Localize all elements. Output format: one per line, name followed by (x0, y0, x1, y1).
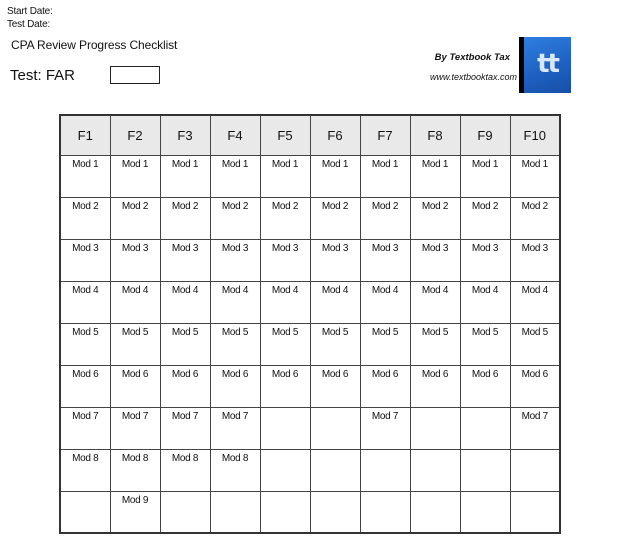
module-cell[interactable]: Mod 6 (60, 365, 110, 407)
module-cell[interactable]: Mod 3 (410, 239, 460, 281)
empty-cell[interactable] (260, 491, 310, 533)
module-cell[interactable]: Mod 3 (110, 239, 160, 281)
module-cell[interactable]: Mod 3 (60, 239, 110, 281)
empty-cell[interactable] (310, 407, 360, 449)
module-cell[interactable]: Mod 2 (160, 197, 210, 239)
table-row (60, 407, 560, 449)
module-cell[interactable]: Mod 1 (510, 155, 560, 197)
empty-cell[interactable] (260, 407, 310, 449)
module-cell[interactable]: Mod 1 (160, 155, 210, 197)
module-cell[interactable]: Mod 2 (260, 197, 310, 239)
module-cell[interactable]: Mod 3 (260, 239, 310, 281)
module-cell[interactable]: Mod 5 (360, 323, 410, 365)
column-header-f6: F6 (310, 115, 360, 155)
empty-cell[interactable] (360, 491, 410, 533)
module-cell[interactable]: Mod 5 (510, 323, 560, 365)
module-cell[interactable]: Mod 1 (260, 155, 310, 197)
empty-cell[interactable] (210, 491, 260, 533)
column-header-f9: F9 (460, 115, 510, 155)
module-cell[interactable]: Mod 3 (510, 239, 560, 281)
empty-cell[interactable] (260, 449, 310, 491)
table-row (60, 281, 560, 323)
empty-cell[interactable] (410, 449, 460, 491)
module-cell[interactable]: Mod 5 (60, 323, 110, 365)
empty-cell[interactable] (460, 491, 510, 533)
empty-cell[interactable] (460, 449, 510, 491)
module-cell[interactable]: Mod 1 (60, 155, 110, 197)
module-cell[interactable]: Mod 9 (110, 491, 160, 533)
empty-cell[interactable] (310, 491, 360, 533)
logo-text: tt (537, 49, 558, 79)
module-cell[interactable]: Mod 8 (110, 449, 160, 491)
module-cell[interactable]: Mod 2 (310, 197, 360, 239)
module-cell[interactable]: Mod 4 (310, 281, 360, 323)
table-row (60, 197, 560, 239)
module-cell[interactable]: Mod 6 (360, 365, 410, 407)
module-cell[interactable]: Mod 6 (110, 365, 160, 407)
module-cell[interactable]: Mod 2 (460, 197, 510, 239)
progress-checklist-table (59, 114, 561, 534)
empty-cell[interactable] (510, 491, 560, 533)
module-cell[interactable]: Mod 3 (160, 239, 210, 281)
module-cell[interactable]: Mod 2 (60, 197, 110, 239)
module-cell[interactable]: Mod 5 (410, 323, 460, 365)
test-date-label: Test Date: (7, 19, 51, 30)
module-cell[interactable]: Mod 4 (160, 281, 210, 323)
test-label: Test: FAR (10, 67, 76, 84)
test-name-box[interactable] (110, 66, 160, 84)
module-cell[interactable]: Mod 7 (160, 407, 210, 449)
module-cell[interactable]: Mod 2 (110, 197, 160, 239)
module-cell[interactable]: Mod 4 (60, 281, 110, 323)
module-cell[interactable]: Mod 4 (410, 281, 460, 323)
start-date-label: Start Date: (7, 6, 53, 17)
empty-cell[interactable] (360, 449, 410, 491)
module-cell[interactable]: Mod 3 (360, 239, 410, 281)
module-cell[interactable]: Mod 7 (210, 407, 260, 449)
module-cell[interactable]: Mod 5 (210, 323, 260, 365)
module-cell[interactable]: Mod 4 (460, 281, 510, 323)
column-header-f2: F2 (110, 115, 160, 155)
module-cell[interactable]: Mod 4 (110, 281, 160, 323)
module-cell[interactable]: Mod 1 (310, 155, 360, 197)
module-cell[interactable]: Mod 8 (210, 449, 260, 491)
table-row (60, 239, 560, 281)
module-cell[interactable]: Mod 3 (210, 239, 260, 281)
table-row (60, 365, 560, 407)
module-cell[interactable]: Mod 6 (260, 365, 310, 407)
table-row (60, 323, 560, 365)
module-cell[interactable]: Mod 6 (410, 365, 460, 407)
header-row (60, 115, 560, 155)
module-cell[interactable]: Mod 1 (410, 155, 460, 197)
table-row (60, 155, 560, 197)
module-cell[interactable]: Mod 2 (360, 197, 410, 239)
table-row (60, 491, 560, 533)
module-cell[interactable]: Mod 8 (160, 449, 210, 491)
module-cell[interactable]: Mod 2 (410, 197, 460, 239)
module-cell[interactable]: Mod 5 (160, 323, 210, 365)
module-cell[interactable]: Mod 3 (460, 239, 510, 281)
empty-cell[interactable] (460, 407, 510, 449)
module-cell[interactable]: Mod 2 (210, 197, 260, 239)
module-cell[interactable]: Mod 6 (310, 365, 360, 407)
module-cell[interactable]: Mod 7 (360, 407, 410, 449)
module-cell[interactable]: Mod 6 (160, 365, 210, 407)
empty-cell[interactable] (410, 407, 460, 449)
textbook-tax-logo (524, 37, 571, 93)
module-cell[interactable]: Mod 5 (310, 323, 360, 365)
column-header-f8: F8 (410, 115, 460, 155)
module-cell[interactable]: Mod 1 (110, 155, 160, 197)
module-cell[interactable]: Mod 7 (510, 407, 560, 449)
module-cell[interactable]: Mod 5 (110, 323, 160, 365)
checklist-body (60, 155, 560, 533)
module-cell[interactable]: Mod 2 (510, 197, 560, 239)
empty-cell[interactable] (310, 449, 360, 491)
module-cell[interactable]: Mod 6 (510, 365, 560, 407)
column-header-f5: F5 (260, 115, 310, 155)
module-cell[interactable]: Mod 4 (260, 281, 310, 323)
empty-cell[interactable] (410, 491, 460, 533)
module-cell[interactable]: Mod 4 (360, 281, 410, 323)
module-cell[interactable]: Mod 5 (260, 323, 310, 365)
empty-cell[interactable] (60, 491, 110, 533)
page-title: CPA Review Progress Checklist (11, 38, 178, 52)
empty-cell[interactable] (160, 491, 210, 533)
module-cell[interactable]: Mod 4 (210, 281, 260, 323)
module-cell[interactable]: Mod 7 (110, 407, 160, 449)
module-cell[interactable]: Mod 8 (60, 449, 110, 491)
module-cell[interactable]: Mod 1 (210, 155, 260, 197)
module-cell[interactable]: Mod 5 (460, 323, 510, 365)
empty-cell[interactable] (510, 449, 560, 491)
website-link[interactable]: www.textbooktax.com (429, 72, 517, 82)
column-header-f10: F10 (510, 115, 560, 155)
column-header-f4: F4 (210, 115, 260, 155)
byline: By Textbook Tax (434, 52, 510, 63)
module-cell[interactable]: Mod 6 (460, 365, 510, 407)
column-header-f1: F1 (60, 115, 110, 155)
module-cell[interactable]: Mod 1 (360, 155, 410, 197)
module-cell[interactable]: Mod 6 (210, 365, 260, 407)
column-header-f3: F3 (160, 115, 210, 155)
table-row (60, 449, 560, 491)
module-cell[interactable]: Mod 3 (310, 239, 360, 281)
module-cell[interactable]: Mod 4 (510, 281, 560, 323)
module-cell[interactable]: Mod 7 (60, 407, 110, 449)
column-header-f7: F7 (360, 115, 410, 155)
module-cell[interactable]: Mod 1 (460, 155, 510, 197)
